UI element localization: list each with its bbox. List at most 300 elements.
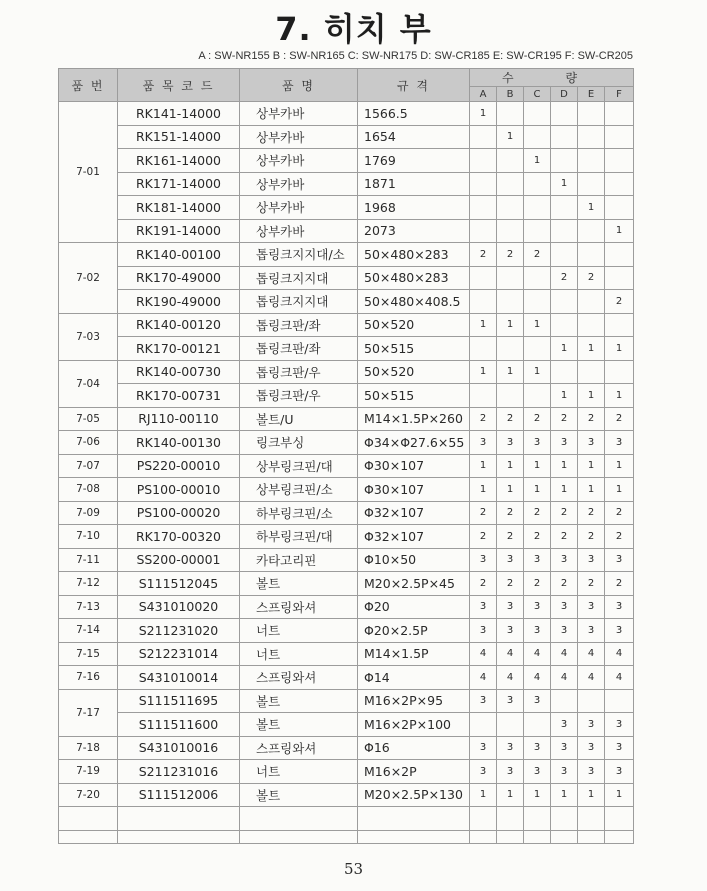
quantity-cell	[578, 360, 605, 384]
empty-cell	[524, 830, 551, 843]
part-code-cell: RK190-49000	[118, 290, 240, 314]
page-title: 7. 히치 부	[275, 10, 432, 48]
quantity-cell: 2	[470, 572, 497, 596]
spec-cell: 50×515	[358, 337, 470, 361]
quantity-cell	[524, 290, 551, 314]
quantity-cell: 1	[605, 783, 634, 807]
spec-cell: M20×2.5P×130	[358, 783, 470, 807]
part-code-cell: RK140-00120	[118, 313, 240, 337]
item-number-cell: 7-06	[59, 431, 118, 455]
quantity-cell	[524, 172, 551, 196]
table-row	[59, 360, 634, 384]
quantity-cell	[497, 219, 524, 243]
quantity-cell	[497, 172, 524, 196]
quantity-cell: 3	[551, 760, 578, 784]
quantity-cell	[524, 219, 551, 243]
quantity-cell: 2	[605, 572, 634, 596]
quantity-cell	[497, 290, 524, 314]
part-name-cell: 너트	[240, 619, 358, 643]
quantity-cell	[605, 196, 634, 220]
spec-cell: 1769	[358, 149, 470, 173]
quantity-cell: 1	[605, 337, 634, 361]
quantity-cell: 1	[605, 478, 634, 502]
part-name-cell: 하부링크핀/소	[240, 501, 358, 525]
quantity-cell: 2	[524, 525, 551, 549]
table-row	[59, 666, 634, 690]
quantity-cell: 4	[470, 666, 497, 690]
empty-cell	[240, 830, 358, 843]
quantity-cell: 1	[524, 478, 551, 502]
quantity-cell	[605, 243, 634, 267]
quantity-cell: 1	[578, 783, 605, 807]
quantity-cell: 4	[497, 642, 524, 666]
header-part-code: 품 목 코 드	[118, 69, 240, 102]
part-code-cell: RK191-14000	[118, 219, 240, 243]
table-row	[59, 125, 634, 149]
quantity-cell	[470, 266, 497, 290]
quantity-cell: 2	[605, 290, 634, 314]
header-qty-d: D	[551, 87, 578, 102]
quantity-cell: 2	[497, 572, 524, 596]
part-name-cell: 톱링크지지대	[240, 266, 358, 290]
part-code-cell: S212231014	[118, 642, 240, 666]
quantity-cell: 1	[497, 360, 524, 384]
quantity-cell: 3	[497, 431, 524, 455]
part-code-cell: S111512006	[118, 783, 240, 807]
quantity-cell: 1	[524, 783, 551, 807]
spec-cell: 2073	[358, 219, 470, 243]
part-code-cell: RK170-00121	[118, 337, 240, 361]
table-row	[59, 384, 634, 408]
quantity-cell: 2	[524, 572, 551, 596]
quantity-cell: 1	[551, 478, 578, 502]
parts-table	[58, 68, 634, 844]
spec-cell: 1871	[358, 172, 470, 196]
quantity-cell: 1	[551, 454, 578, 478]
part-code-cell: S211231020	[118, 619, 240, 643]
empty-cell	[59, 830, 118, 843]
quantity-cell: 1	[470, 102, 497, 126]
part-name-cell: 톱링크판/좌	[240, 313, 358, 337]
quantity-cell: 3	[578, 760, 605, 784]
spec-cell: 50×515	[358, 384, 470, 408]
quantity-cell: 3	[524, 431, 551, 455]
table-row	[59, 407, 634, 431]
part-name-cell: 상부카바	[240, 125, 358, 149]
part-name-cell: 톱링크판/우	[240, 360, 358, 384]
spec-cell: M14×1.5P	[358, 642, 470, 666]
quantity-cell: 1	[497, 125, 524, 149]
item-number-cell: 7-11	[59, 548, 118, 572]
part-name-cell: 볼트/U	[240, 407, 358, 431]
item-number-cell: 7-15	[59, 642, 118, 666]
part-name-cell: 볼트	[240, 689, 358, 713]
item-number-cell: 7-18	[59, 736, 118, 760]
quantity-cell: 3	[605, 713, 634, 737]
quantity-cell: 1	[605, 384, 634, 408]
quantity-cell	[605, 102, 634, 126]
quantity-cell	[605, 360, 634, 384]
spec-cell: M16×2P×100	[358, 713, 470, 737]
quantity-cell: 4	[605, 642, 634, 666]
part-code-cell: RK140-00130	[118, 431, 240, 455]
part-code-cell: RK141-14000	[118, 102, 240, 126]
model-legend: A : SW-NR155 B : SW-NR165 C: SW-NR175 D: SW-CR185 E: SW-CR195 F: SW-CR205	[198, 50, 633, 62]
spec-cell: 50×480×283	[358, 266, 470, 290]
item-number-cell: 7-20	[59, 783, 118, 807]
item-number-cell: 7-02	[59, 243, 118, 314]
quantity-cell: 1	[470, 478, 497, 502]
part-name-cell: 톱링크판/좌	[240, 337, 358, 361]
quantity-cell	[470, 290, 497, 314]
quantity-cell: 3	[497, 595, 524, 619]
quantity-cell: 4	[470, 642, 497, 666]
header-qty-a: A	[470, 87, 497, 102]
part-name-cell: 상부카바	[240, 149, 358, 173]
quantity-cell: 1	[497, 454, 524, 478]
quantity-cell: 3	[578, 713, 605, 737]
quantity-cell	[470, 172, 497, 196]
part-name-cell: 톱링크판/우	[240, 384, 358, 408]
quantity-cell	[578, 290, 605, 314]
quantity-cell	[578, 219, 605, 243]
part-name-cell: 너트	[240, 760, 358, 784]
quantity-cell	[470, 149, 497, 173]
table-row	[59, 243, 634, 267]
spec-cell: Φ20	[358, 595, 470, 619]
quantity-cell	[470, 337, 497, 361]
part-name-cell: 볼트	[240, 783, 358, 807]
quantity-cell: 1	[497, 313, 524, 337]
table-row	[59, 760, 634, 784]
quantity-cell: 1	[524, 313, 551, 337]
quantity-cell: 1	[524, 454, 551, 478]
quantity-cell: 2	[551, 407, 578, 431]
spec-cell: Φ20×2.5P	[358, 619, 470, 643]
table-row	[59, 689, 634, 713]
quantity-cell: 3	[497, 760, 524, 784]
quantity-cell	[578, 313, 605, 337]
quantity-cell: 3	[470, 548, 497, 572]
item-number-cell: 7-17	[59, 689, 118, 736]
empty-cell	[578, 830, 605, 843]
quantity-cell	[551, 102, 578, 126]
quantity-cell: 2	[605, 501, 634, 525]
table-row	[59, 196, 634, 220]
quantity-cell	[524, 384, 551, 408]
quantity-cell: 3	[524, 595, 551, 619]
empty-cell	[118, 830, 240, 843]
item-number-cell: 7-10	[59, 525, 118, 549]
quantity-cell	[497, 384, 524, 408]
quantity-cell: 2	[578, 525, 605, 549]
item-number-cell: 7-13	[59, 595, 118, 619]
quantity-cell: 3	[470, 689, 497, 713]
spec-cell: Φ16	[358, 736, 470, 760]
table-row	[59, 337, 634, 361]
part-code-cell: RK181-14000	[118, 196, 240, 220]
quantity-cell: 1	[497, 478, 524, 502]
table-row	[59, 595, 634, 619]
spec-cell: 1968	[358, 196, 470, 220]
quantity-cell: 1	[551, 783, 578, 807]
spec-cell: Φ32×107	[358, 501, 470, 525]
spec-cell: Φ10×50	[358, 548, 470, 572]
part-name-cell: 너트	[240, 642, 358, 666]
spec-cell: 1654	[358, 125, 470, 149]
item-number-cell: 7-04	[59, 360, 118, 407]
part-code-cell: RK161-14000	[118, 149, 240, 173]
quantity-cell: 1	[551, 384, 578, 408]
spec-cell: 50×480×283	[358, 243, 470, 267]
spec-cell: 50×520	[358, 360, 470, 384]
empty-cell	[605, 807, 634, 831]
part-name-cell: 상부카바	[240, 172, 358, 196]
item-number-cell: 7-19	[59, 760, 118, 784]
quantity-cell	[605, 149, 634, 173]
empty-cell	[551, 830, 578, 843]
table-row	[59, 501, 634, 525]
quantity-cell: 2	[497, 501, 524, 525]
quantity-cell: 3	[470, 619, 497, 643]
quantity-cell: 2	[551, 266, 578, 290]
quantity-cell: 3	[551, 548, 578, 572]
quantity-cell: 3	[470, 736, 497, 760]
quantity-cell: 3	[605, 595, 634, 619]
spec-cell: M14×1.5P×260	[358, 407, 470, 431]
table-row	[59, 572, 634, 596]
part-code-cell: S431010016	[118, 736, 240, 760]
header-spec: 규 격	[358, 69, 470, 102]
quantity-cell: 3	[524, 548, 551, 572]
quantity-cell	[497, 713, 524, 737]
quantity-cell	[524, 337, 551, 361]
spec-cell: Φ30×107	[358, 478, 470, 502]
quantity-cell	[470, 713, 497, 737]
quantity-cell	[470, 196, 497, 220]
part-name-cell: 스프링와셔	[240, 736, 358, 760]
part-code-cell: RK140-00730	[118, 360, 240, 384]
quantity-cell: 3	[470, 595, 497, 619]
header-part-name: 품 명	[240, 69, 358, 102]
table-row	[59, 642, 634, 666]
quantity-cell: 1	[470, 454, 497, 478]
quantity-cell	[578, 243, 605, 267]
quantity-cell: 4	[497, 666, 524, 690]
part-code-cell: SS200-00001	[118, 548, 240, 572]
quantity-cell: 3	[551, 619, 578, 643]
item-number-cell: 7-09	[59, 501, 118, 525]
quantity-cell: 2	[497, 243, 524, 267]
quantity-cell: 3	[524, 736, 551, 760]
empty-row	[59, 830, 634, 843]
spec-cell: Φ32×107	[358, 525, 470, 549]
quantity-cell	[497, 196, 524, 220]
quantity-cell: 3	[497, 619, 524, 643]
quantity-cell: 2	[470, 525, 497, 549]
part-code-cell: S111511600	[118, 713, 240, 737]
quantity-cell: 1	[578, 337, 605, 361]
empty-cell	[551, 807, 578, 831]
quantity-cell: 3	[578, 595, 605, 619]
quantity-cell: 2	[578, 266, 605, 290]
quantity-cell: 2	[551, 572, 578, 596]
item-number-cell: 7-08	[59, 478, 118, 502]
quantity-cell: 3	[578, 548, 605, 572]
empty-cell	[524, 807, 551, 831]
page-number: 53	[343, 860, 364, 878]
quantity-cell: 2	[551, 525, 578, 549]
quantity-cell: 3	[578, 431, 605, 455]
quantity-cell: 2	[470, 243, 497, 267]
empty-cell	[497, 830, 524, 843]
quantity-cell	[470, 384, 497, 408]
part-code-cell: RK140-00100	[118, 243, 240, 267]
table-row	[59, 219, 634, 243]
item-number-cell: 7-01	[59, 102, 118, 243]
part-name-cell: 링크부싱	[240, 431, 358, 455]
table-row	[59, 102, 634, 126]
quantity-cell	[551, 360, 578, 384]
header-qty-f: F	[605, 87, 634, 102]
quantity-cell: 2	[578, 501, 605, 525]
table-row	[59, 525, 634, 549]
quantity-cell: 3	[524, 760, 551, 784]
quantity-cell	[605, 172, 634, 196]
quantity-cell	[551, 219, 578, 243]
quantity-cell	[605, 689, 634, 713]
quantity-cell	[524, 196, 551, 220]
quantity-cell	[524, 266, 551, 290]
part-code-cell: S431010014	[118, 666, 240, 690]
quantity-cell	[605, 266, 634, 290]
empty-cell	[118, 807, 240, 831]
quantity-cell: 1	[551, 337, 578, 361]
quantity-cell: 2	[470, 501, 497, 525]
quantity-cell: 3	[605, 619, 634, 643]
spec-cell: 1566.5	[358, 102, 470, 126]
quantity-cell: 3	[497, 689, 524, 713]
part-code-cell: RK151-14000	[118, 125, 240, 149]
quantity-cell: 1	[551, 172, 578, 196]
quantity-cell	[551, 196, 578, 220]
quantity-cell	[524, 713, 551, 737]
item-number-cell: 7-03	[59, 313, 118, 360]
quantity-cell	[497, 266, 524, 290]
item-number-cell: 7-12	[59, 572, 118, 596]
item-number-cell: 7-16	[59, 666, 118, 690]
part-name-cell: 스프링와셔	[240, 666, 358, 690]
part-code-cell: RJ110-00110	[118, 407, 240, 431]
part-code-cell: S111511695	[118, 689, 240, 713]
quantity-cell: 2	[524, 407, 551, 431]
quantity-cell	[605, 313, 634, 337]
spec-cell: Φ30×107	[358, 454, 470, 478]
part-code-cell: RK170-49000	[118, 266, 240, 290]
spec-cell: 50×520	[358, 313, 470, 337]
quantity-cell: 2	[578, 407, 605, 431]
quantity-cell: 2	[470, 407, 497, 431]
quantity-cell: 2	[578, 572, 605, 596]
spec-cell: Φ34×Φ27.6×55	[358, 431, 470, 455]
empty-cell	[358, 830, 470, 843]
quantity-cell: 3	[497, 548, 524, 572]
part-name-cell: 상부링크핀/소	[240, 478, 358, 502]
header-item-no: 품 번	[59, 69, 118, 102]
quantity-cell: 1	[524, 360, 551, 384]
part-name-cell: 카타고리핀	[240, 548, 358, 572]
quantity-cell	[524, 125, 551, 149]
quantity-cell: 3	[605, 548, 634, 572]
quantity-cell: 1	[497, 783, 524, 807]
quantity-cell	[605, 125, 634, 149]
quantity-cell	[578, 149, 605, 173]
table-row	[59, 431, 634, 455]
quantity-cell: 2	[605, 525, 634, 549]
quantity-cell: 3	[605, 736, 634, 760]
quantity-cell: 2	[497, 407, 524, 431]
quantity-cell	[551, 313, 578, 337]
quantity-cell	[551, 689, 578, 713]
quantity-cell	[470, 219, 497, 243]
part-name-cell: 상부카바	[240, 196, 358, 220]
part-code-cell: PS220-00010	[118, 454, 240, 478]
quantity-cell: 1	[578, 196, 605, 220]
quantity-cell: 2	[524, 501, 551, 525]
quantity-cell: 3	[551, 595, 578, 619]
part-name-cell: 하부링크핀/대	[240, 525, 358, 549]
spec-cell: M16×2P×95	[358, 689, 470, 713]
empty-cell	[578, 807, 605, 831]
quantity-cell: 3	[551, 736, 578, 760]
header-qty-c: C	[524, 87, 551, 102]
quantity-cell: 2	[551, 501, 578, 525]
quantity-cell	[578, 689, 605, 713]
quantity-cell: 1	[578, 454, 605, 478]
quantity-cell: 3	[524, 689, 551, 713]
quantity-cell: 1	[578, 478, 605, 502]
table-row	[59, 454, 634, 478]
table-row	[59, 713, 634, 737]
quantity-cell: 3	[551, 713, 578, 737]
part-code-cell: RK171-14000	[118, 172, 240, 196]
empty-row	[59, 807, 634, 831]
empty-cell	[240, 807, 358, 831]
quantity-cell	[497, 337, 524, 361]
quantity-cell: 3	[578, 736, 605, 760]
quantity-cell	[551, 149, 578, 173]
quantity-cell: 1	[470, 313, 497, 337]
quantity-cell	[551, 290, 578, 314]
part-name-cell: 톱링크지지대	[240, 290, 358, 314]
part-name-cell: 상부카바	[240, 219, 358, 243]
quantity-cell	[470, 125, 497, 149]
part-code-cell: PS100-00020	[118, 501, 240, 525]
empty-cell	[470, 807, 497, 831]
table-row	[59, 313, 634, 337]
quantity-cell: 4	[605, 666, 634, 690]
table-row	[59, 290, 634, 314]
quantity-cell: 3	[470, 431, 497, 455]
spec-cell: M20×2.5P×45	[358, 572, 470, 596]
quantity-cell: 1	[578, 384, 605, 408]
quantity-cell	[497, 102, 524, 126]
part-code-cell: S431010020	[118, 595, 240, 619]
quantity-cell	[497, 149, 524, 173]
table-row	[59, 548, 634, 572]
part-name-cell: 볼트	[240, 713, 358, 737]
quantity-cell	[578, 102, 605, 126]
